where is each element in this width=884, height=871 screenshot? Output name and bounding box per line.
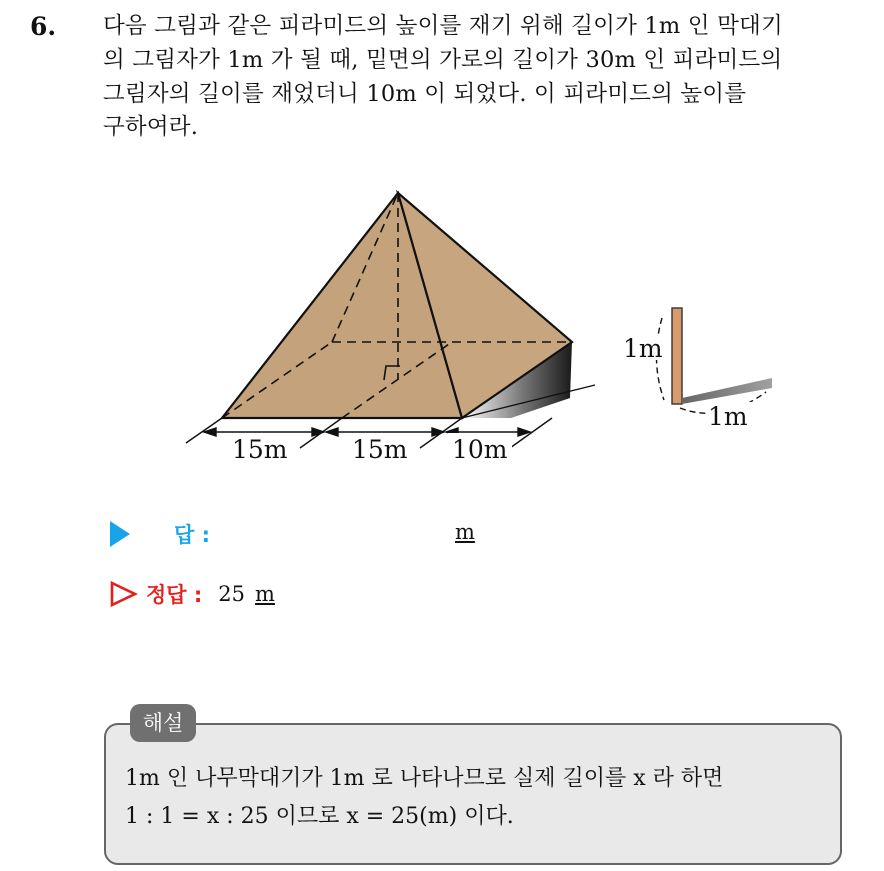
answer-unit[interactable]: m: [455, 520, 475, 544]
question-line: 의 그림자가 1m 가 될 때, 밑면의 가로의 길이가 30m 인 피라미드의: [103, 46, 783, 73]
stick-height-label: 1m: [623, 334, 663, 363]
question-line: 구하여라.: [103, 114, 199, 141]
stick-shadow-label: 1m: [708, 402, 748, 431]
base-right-label: 15m: [352, 435, 408, 464]
question-number: 6.: [30, 12, 57, 41]
explanation-line: 1 : 1 = x : 25 이므로 x = 25(m) 이다.: [125, 804, 514, 829]
stick-shadow: [682, 378, 772, 404]
correct-label: 정답 :: [146, 583, 203, 607]
correct-answer-row: [110, 579, 275, 609]
explanation-text: [125, 760, 723, 836]
explanation-line: 1m 인 나무막대기가 1m 로 나타나므로 실제 길이를 x 라 하면: [125, 766, 724, 791]
question-line: 그림자의 길이를 재었더니 10m 이 되었다. 이 피라미드의 높이를: [103, 80, 747, 107]
answer-row: [110, 519, 210, 549]
outline-triangle-icon: [110, 581, 138, 607]
shadow-length-label: 10m: [452, 435, 508, 464]
answer-label: 답 :: [174, 523, 210, 547]
base-left-label: 15m: [232, 435, 288, 464]
question-line: 다음 그림과 같은 피라미드의 높이를 재기 위해 길이가 1m 인 막대기: [103, 13, 783, 39]
correct-unit: m: [255, 582, 275, 606]
play-triangle-icon: [110, 521, 130, 547]
correct-value: 25: [218, 582, 246, 606]
stick: [672, 308, 682, 404]
explanation-tag: 해설: [130, 704, 196, 742]
